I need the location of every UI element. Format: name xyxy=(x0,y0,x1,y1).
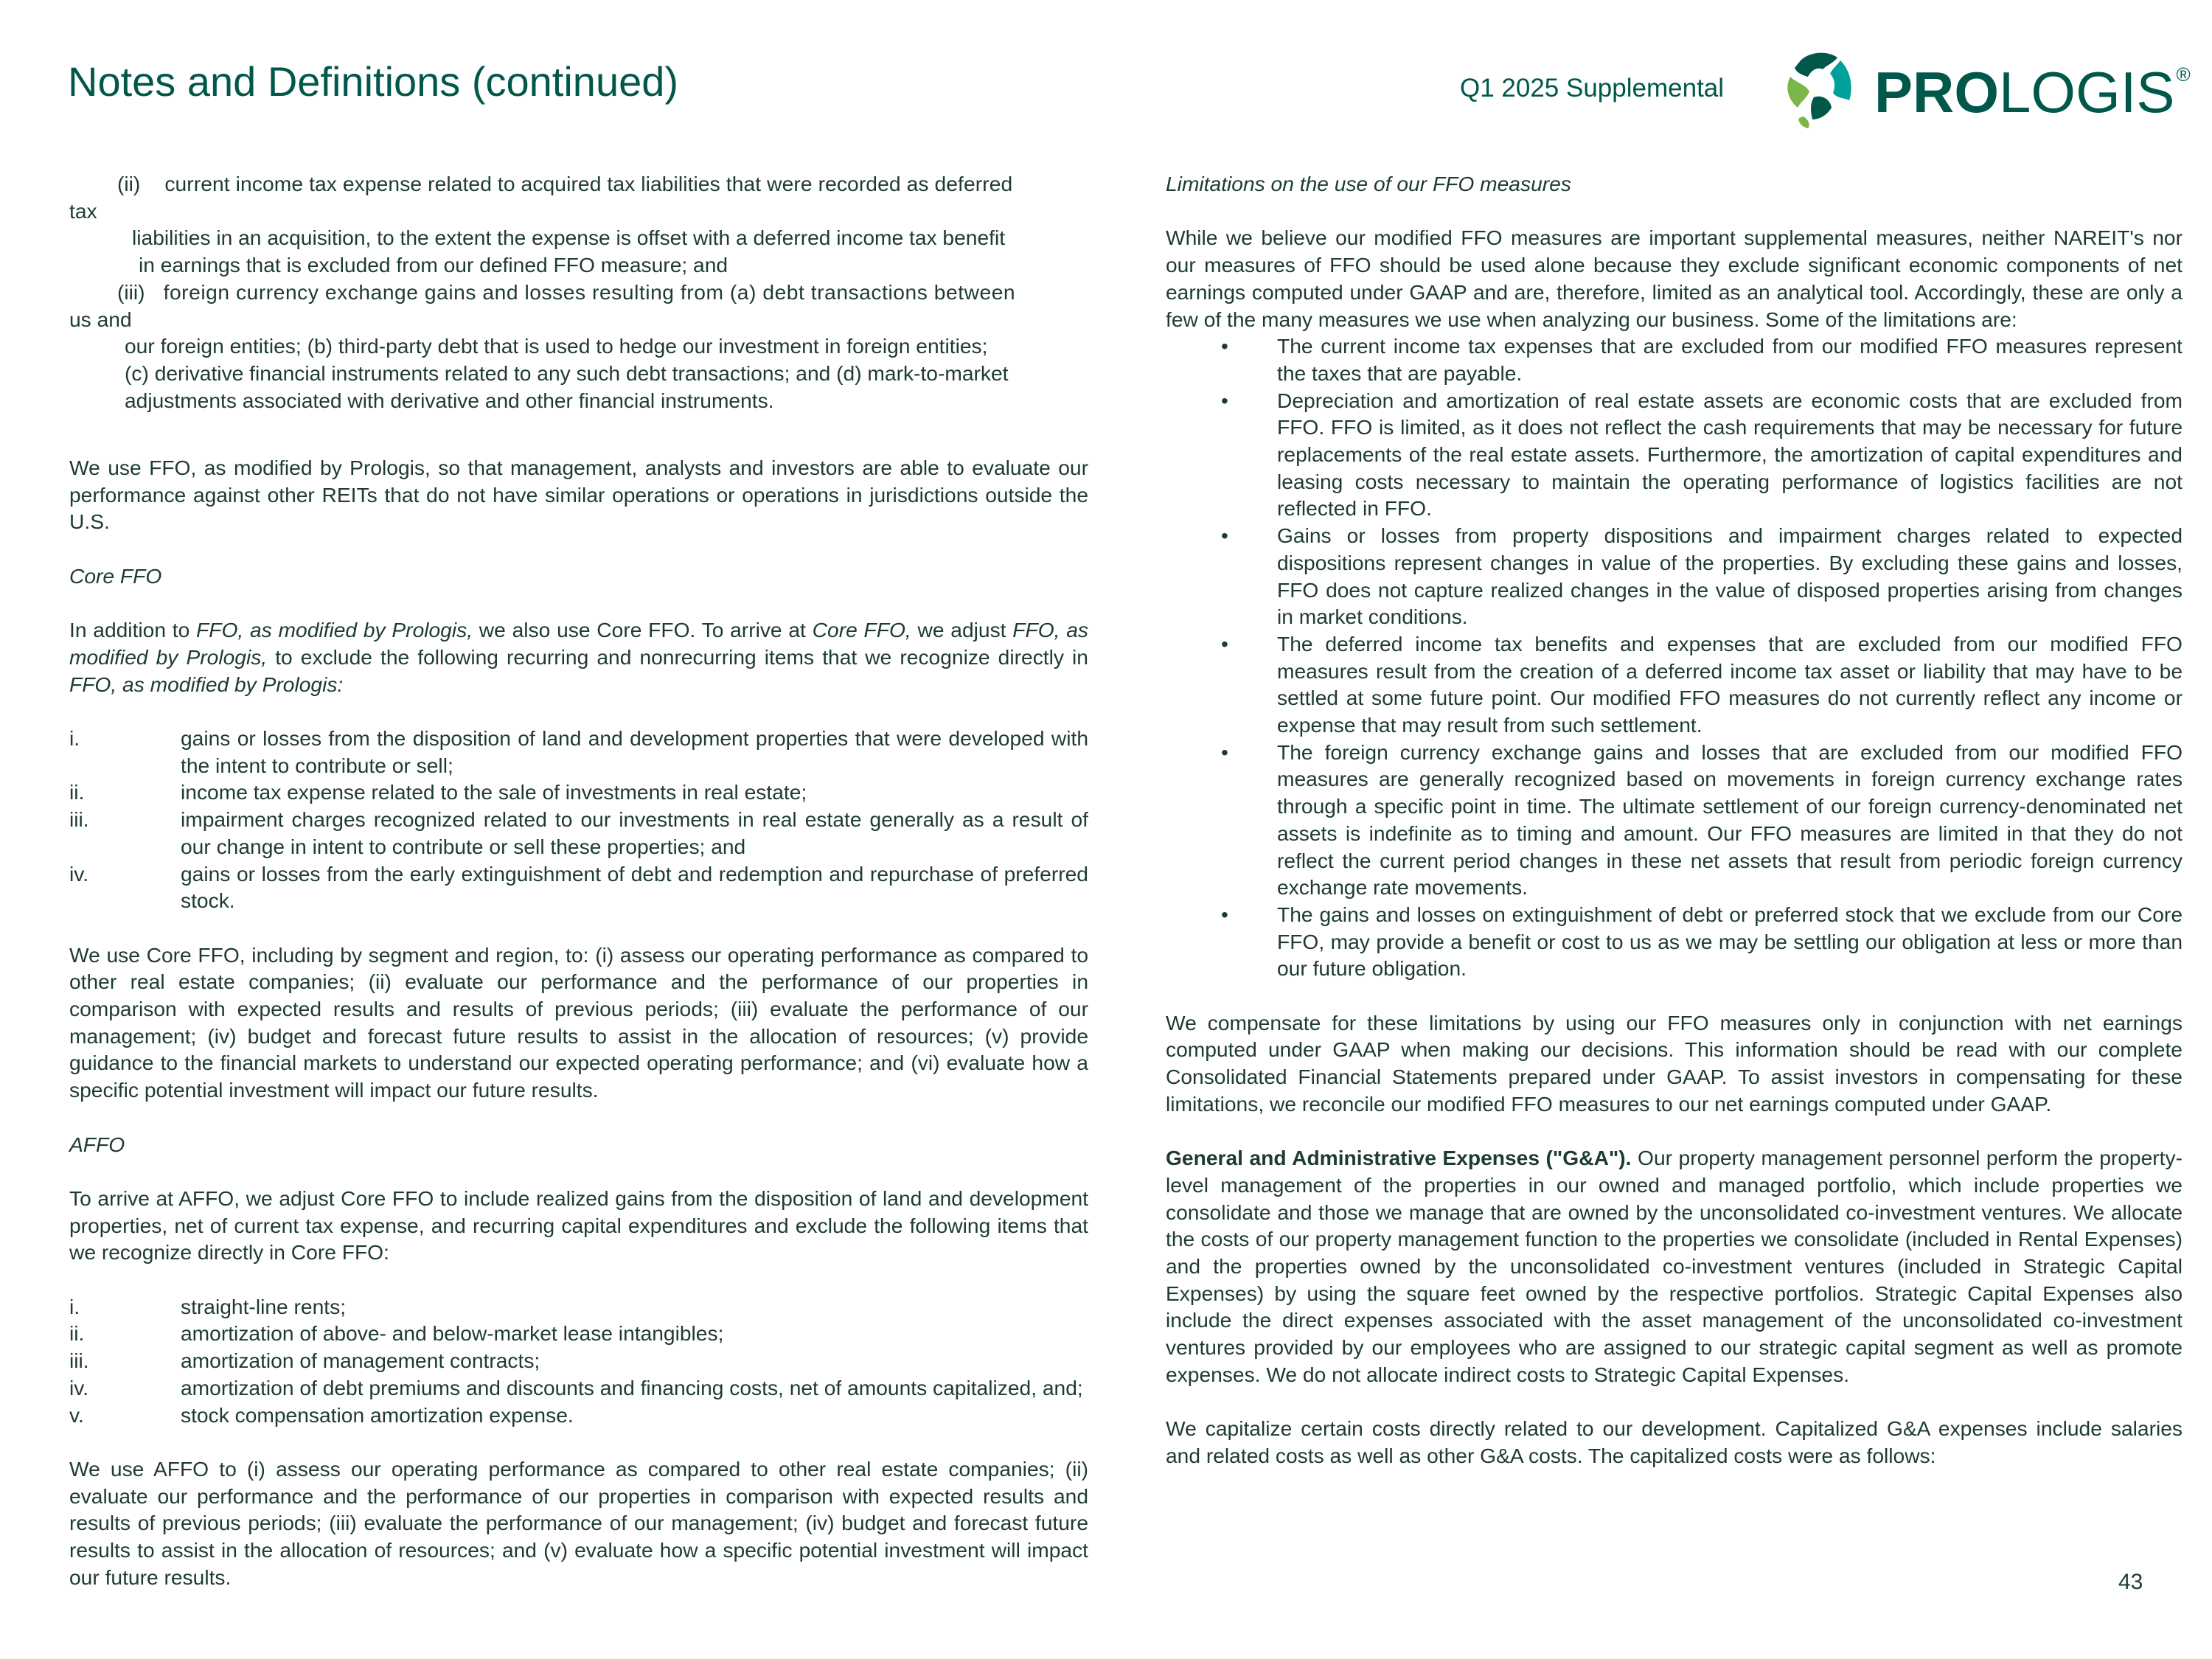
bullet-item: • Gains or losses from property dispositions and impairment charges related to expected dispositions represent changes in value of the properties. By excluding these gains and losses, FFO does not capture realized changes in the value of disposed properties arising from changes in market conditions. xyxy=(1221,524,2183,629)
sub-item-ii-line2: tax xyxy=(69,198,97,223)
ga-heading: General and Administrative Expenses ("G&A"). xyxy=(1166,1146,1632,1170)
sub-item-ii-line4: in earnings that is excluded from our defined FFO measure; and xyxy=(139,253,728,277)
registered-mark: ® xyxy=(2176,63,2191,86)
list-item: ii. income tax expense related to the sale of investments in real estate; xyxy=(69,780,807,804)
sub-item-text: foreign currency exchange gains and losses resulting from (a) debt transactions between xyxy=(163,279,1016,304)
sub-item-iii-line5: adjustments associated with derivative and other financial instruments. xyxy=(125,388,774,412)
affo-intro: To arrive at AFFO, we adjust Core FFO to include realized gains from the disposition of land and development properties, net of current tax expense, and recurring capital expenditures and exclude the following items that we recognize directly in Core FFO: xyxy=(69,1186,1088,1265)
core-ffo-items xyxy=(69,725,1088,914)
list-item: ii. amortization of above- and below-market lease intangibles; xyxy=(69,1321,724,1346)
core-ffo-heading: Core FFO xyxy=(69,563,162,588)
bullet-icon: • xyxy=(1221,388,1228,412)
bullet-icon: • xyxy=(1221,631,1228,655)
sub-item-iii-line3: our foreign entities; (b) third-party debt that is used to hedge our investment in foreign entities; xyxy=(125,334,988,358)
prologis-wordmark xyxy=(1874,59,2191,126)
list-item: iii. amortization of management contracts; xyxy=(69,1349,540,1373)
sub-item-iii-line4: (c) derivative financial instruments related to any such debt transactions; and (d) mark-to-market xyxy=(125,361,1009,385)
bullet-item: • Depreciation and amortization of real estate assets are economic costs that are excluded from FFO. FFO is limited, as it does not reflect the cash requirements that may be necessary for future replacements of the real estate assets. Furthermore, the amortization of capital expenditures and leasing costs necessary to maintain the operating performance of logistics facilities are not reflected in FFO. xyxy=(1221,388,2183,521)
list-item: i. gains or losses from the disposition of land and development properties that were developed with the intent to contribute or sell; xyxy=(69,726,1088,777)
globe-logo-icon xyxy=(1778,46,1860,133)
sub-item-iii-line2: us and xyxy=(69,307,132,331)
capitalize-paragraph: We capitalize certain costs directly related to our development. Capitalized G&A expenses include salaries and related costs as well as other G&A costs. The capitalized costs were as follows: xyxy=(1166,1416,2183,1467)
bullet-icon: • xyxy=(1221,524,1228,548)
list-item: i. straight-line rents; xyxy=(69,1294,347,1318)
compensate-paragraph: We compensate for these limitations by using our FFO measures only in conjunction with net earnings computed under GAAP when making our decisions. This information should be read with our complete Consolidated Financial Statements prepared under GAAP. To assist investors in compensating for these limitations, we reconcile our modified FFO measures to our net earnings computed under GAAP. xyxy=(1166,1010,2183,1116)
wordmark-bold: PRO xyxy=(1874,60,2000,125)
prologis-logo xyxy=(1778,46,2191,133)
bullet-icon: • xyxy=(1221,740,1228,764)
ffo-use-paragraph: We use FFO, as modified by Prologis, so that management, analysts and investors are able to evaluate our performance against other REITs that do not have similar operations or operations in jurisdictions outside the U.S. xyxy=(69,456,1088,534)
list-item: v. stock compensation amortization expense. xyxy=(69,1402,574,1427)
list-item: iii. impairment charges recognized related to our investments in real estate generally as a result of our change in intent to contribute or sell these properties; and xyxy=(69,807,1088,858)
sub-item-iii-line1 xyxy=(69,279,1088,306)
limitations-heading: Limitations on the use of our FFO measures xyxy=(1166,172,1571,195)
affo-use-paragraph: We use AFFO to (i) assess our operating performance as compared to other real estate companies; (ii) evaluate our performance and the performance of our properties in comparison with expected results and results of previous periods; (iii) evaluate the performance of our management; (iv) budget and forecast future results to assist in the allocation of resources; and (v) evaluate how a specific potential investment will impact our future results. xyxy=(69,1456,1088,1589)
bullet-icon: • xyxy=(1221,902,1228,926)
list-item: iv. amortization of debt premiums and discounts and financing costs, net of amounts capitalized, and; xyxy=(69,1375,1083,1399)
limitations-bullets xyxy=(1166,333,2183,982)
sub-item-ii-line3: liabilities in an acquisition, to the extent the expense is offset with a deferred income tax benefit xyxy=(132,226,1006,250)
affo-heading: AFFO xyxy=(69,1132,125,1156)
sub-item-label: (iii) xyxy=(117,279,145,304)
bullet-item: • The foreign currency exchange gains and losses that are excluded from our modified FFO measures are generally recognized based on movements in foreign currency exchange rates through a specific point in time. The ultimate settlement of our foreign currency-denominated net assets is indefinite as to timing and amount. Our FFO measures are limited in that they do not reflect the current period changes in these net assets that result from periodic foreign currency exchange rate movements. xyxy=(1221,740,2183,900)
sub-item-label: (ii) xyxy=(117,172,141,195)
affo-items xyxy=(69,1293,1088,1429)
bullet-icon: • xyxy=(1221,334,1228,358)
wordmark-light: LOGIS xyxy=(1999,60,2175,125)
limitations-intro: While we believe our modified FFO measures are important supplemental measures, neither NAREIT's nor our measures of FFO should be used alone because they exclude significant economic components of net earnings computed under GAAP and are, therefore, limited as an analytical tool. Accordingly, these are only a few of the many measures we use when analyzing our business. Some of the limitations are: xyxy=(1166,226,2183,331)
list-item: iv. gains or losses from the early extinguishment of debt and redemption and repurchase of preferred stock. xyxy=(69,861,1088,913)
left-column xyxy=(69,170,1088,1590)
bullet-item: • The deferred income tax benefits and expenses that are excluded from our modified FFO measures result from the creation of a deferred income tax asset or liability that may have to be settled at some future point. Our modified FFO measures do not currently reflect any income or expense that may result from such settlement. xyxy=(1221,631,2183,737)
sub-item-ii-line1 xyxy=(69,170,1088,198)
sub-item-text: current income tax expense related to acquired tax liabilities that were recorded as deferred xyxy=(164,172,1013,195)
core-ffo-intro: In addition to FFO, as modified by Prologis, we also use Core FFO. To arrive at Core FFO, we adjust FFO, as modified by Prologis, to exclude the following recurring and nonrecurring items that we recognize directly in FFO, as modified by Prologis: xyxy=(69,618,1088,696)
page-title: Notes and Definitions (continued) xyxy=(68,58,679,105)
report-period-label: Q1 2025 Supplemental xyxy=(1460,74,1725,102)
ga-paragraph: General and Administrative Expenses ("G&A"). Our property management personnel perform the property-level management of the properties in our owned and managed portfolio, which include properties we consolidate and those we manage that are owned by the unconsolidated co-investment ventures. We allocate the costs of our property management function to the properties we consolidate (included in Rental Expenses) and the properties owned by the unconsolidated co-investment ventures (included in Strategic Capital Expenses) by using the square feet owned by the respective portfolios. Strategic Capital Expenses also include the direct expenses associated with the asset management of the unconsolidated co-investment ventures provided by our employees who are assigned to our strategic capital segment as well as promote expenses. We do not allocate indirect costs to Strategic Capital Expenses. xyxy=(1166,1146,2183,1386)
bullet-item: • The current income tax expenses that are excluded from our modified FFO measures represent the taxes that are payable. xyxy=(1221,334,2183,385)
page-number: 43 xyxy=(2118,1570,2143,1594)
right-column xyxy=(1166,170,2183,1470)
core-ffo-use-paragraph: We use Core FFO, including by segment and region, to: (i) assess our operating performance as compared to other real estate companies; (ii) evaluate our performance and the performance of our properties in comparison with expected results and results of previous periods; (iii) evaluate the performance of our management; (iv) budget and forecast future results to assist in the allocation of resources; (v) provide guidance to the financial markets to understand our expected operating performance; and (vi) evaluate how a specific potential investment will impact our future results. xyxy=(69,942,1088,1102)
bullet-item: • The gains and losses on extinguishment of debt or preferred stock that we exclude from our Core FFO, may provide a benefit or cost to us as we may be settling our obligation at less or more than our future obligation. xyxy=(1221,902,2183,981)
